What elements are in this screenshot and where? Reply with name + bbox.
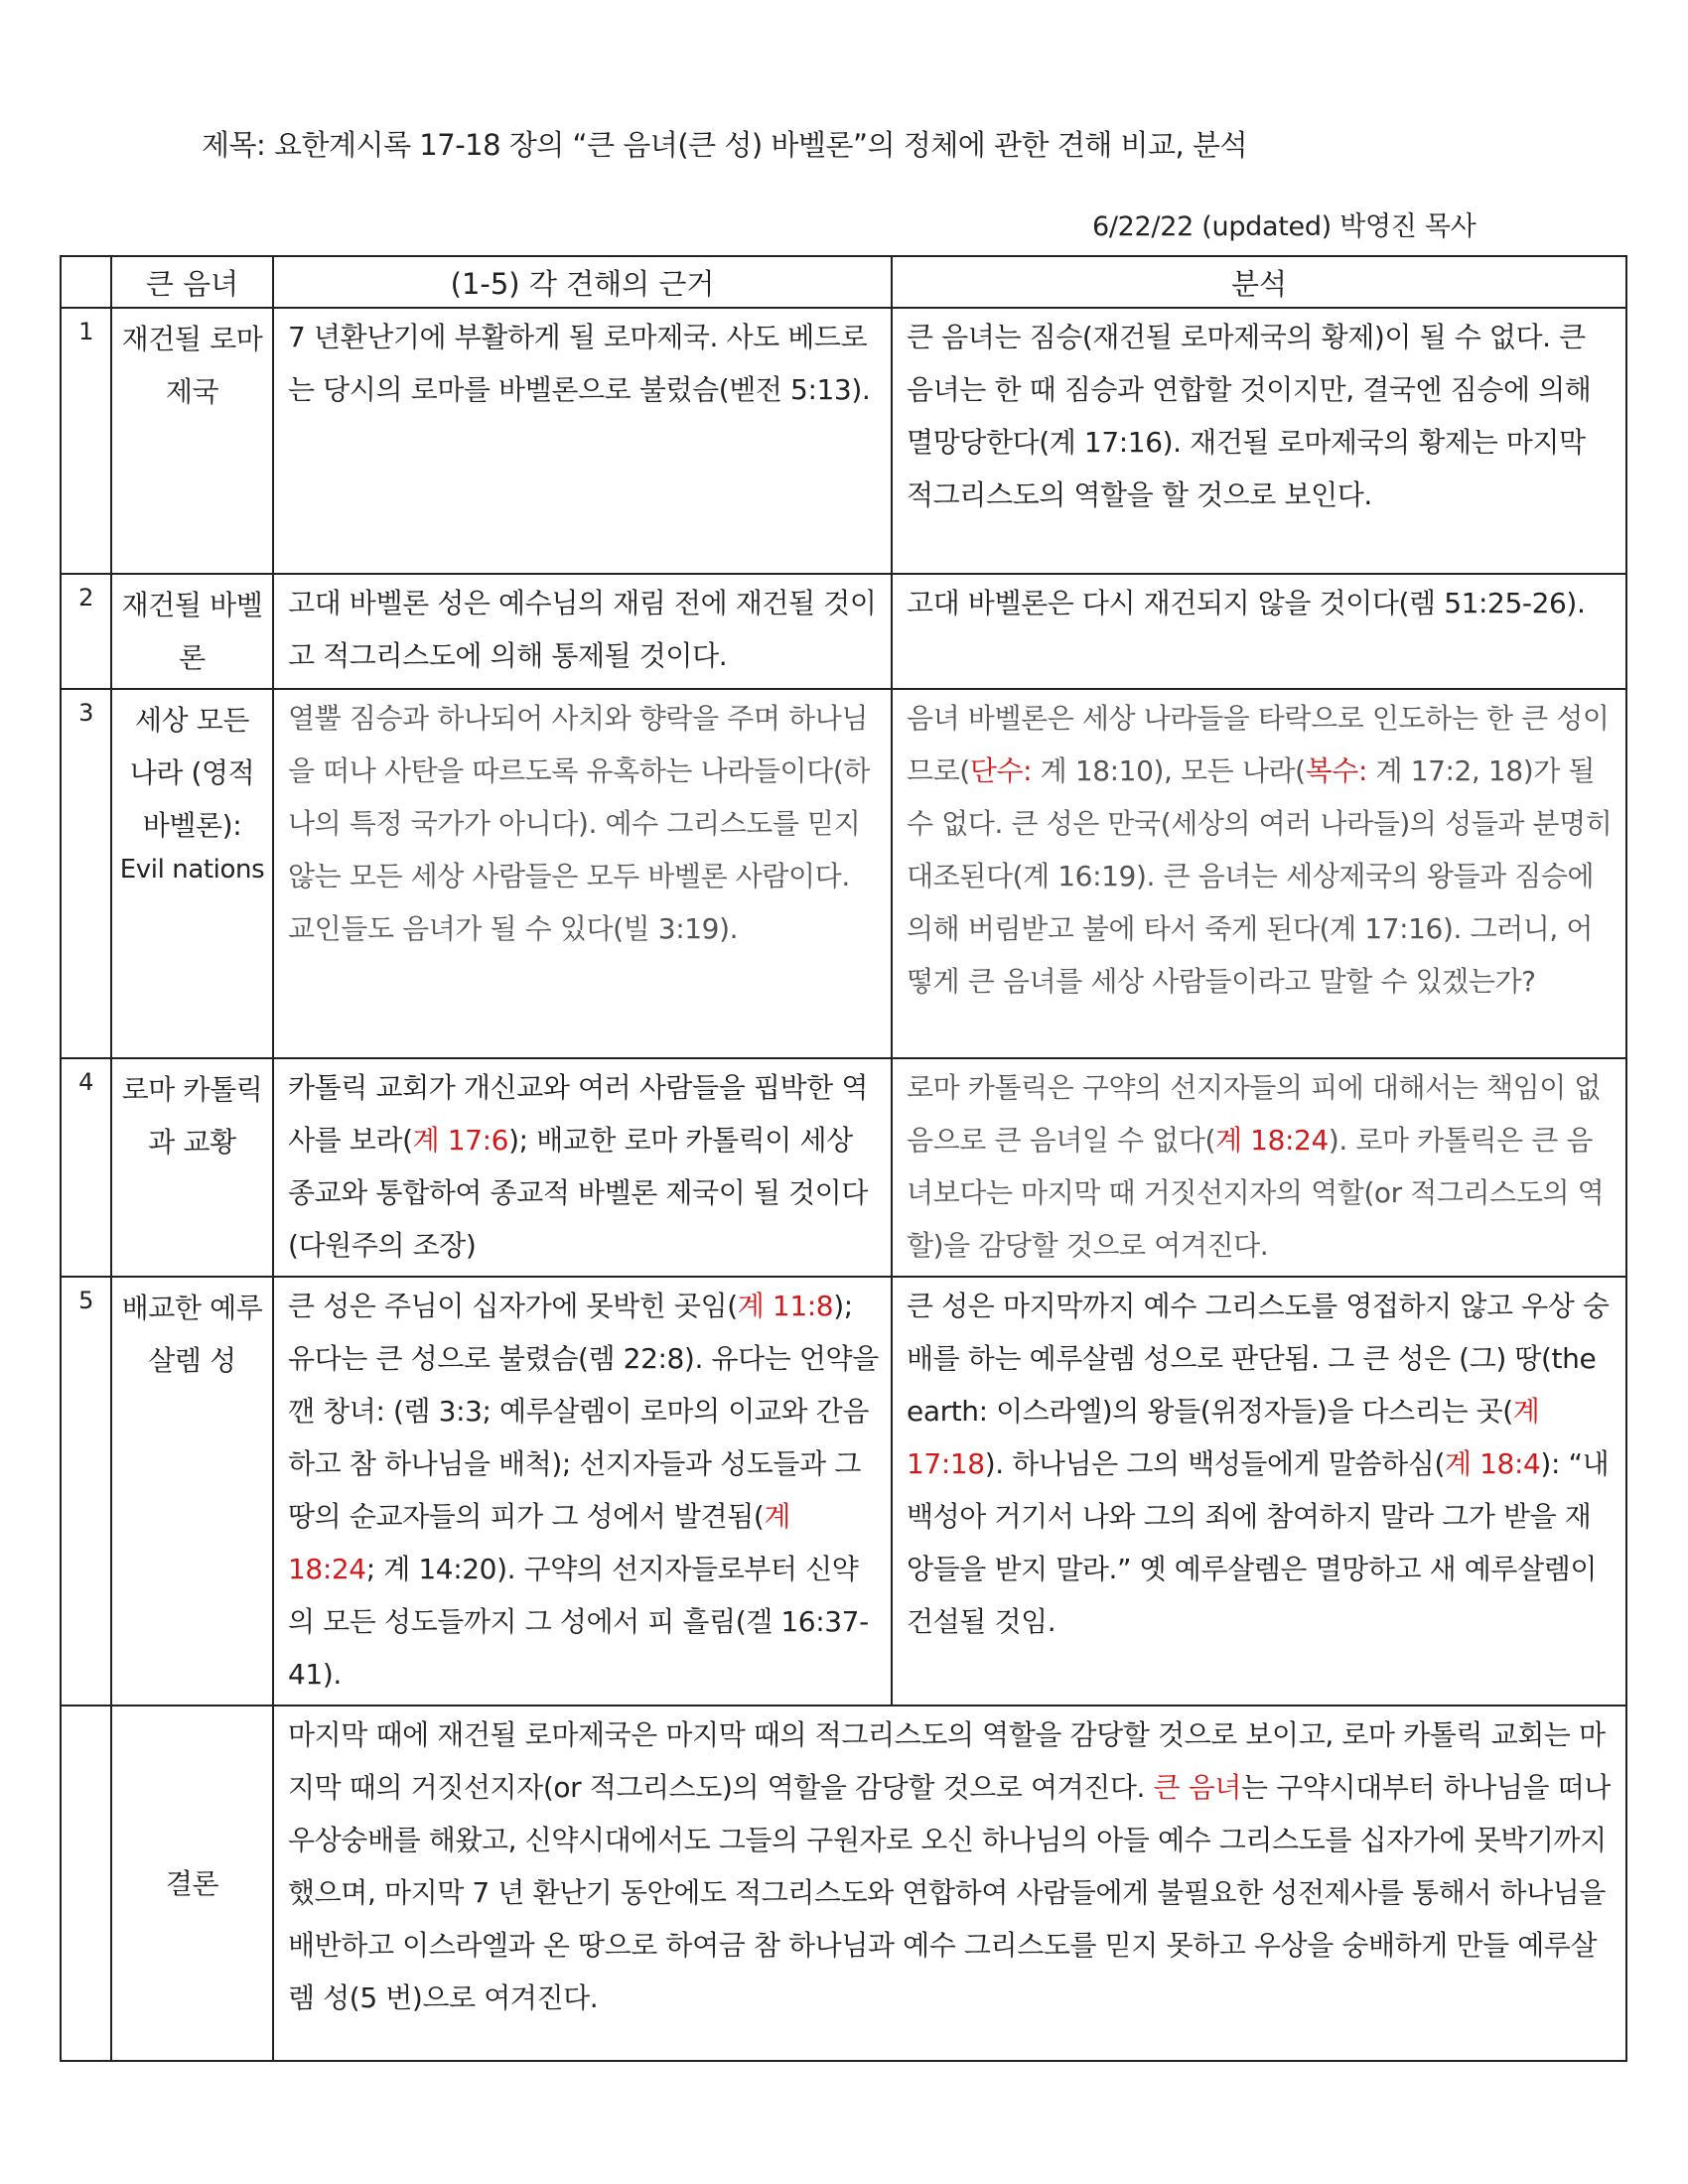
conclusion-text: 는 구약시대부터 하나님을 떠나 우상숭배를 해왔고, 신약시대에서도 그들의 구원자로 오신 하나님의 아들 예수 그리스도를 십자가에 못박기까지 했으며, 마지막 7 년 환난기 동안에도 적그리스도와 연합하여 사람들에게 불필요한 성전제사를 통해서 하나님을 배반하고 이스라엘과 온 땅으로 하여금 참 하나님과 예수 그리스도를 믿지 못하고 우상을 숭배하게 만들 예루살렘 성(5 번)으로 여겨진다. [288,1771,1611,2014]
basis-cell: 7 년환난기에 부활하게 될 로마제국. 사도 베드로는 당시의 로마를 바벨론으로 불렀슴(벧전 5:13). [273,308,892,574]
analysis-text: ). 로마 카톨릭은 큰 음녀보다는 마지막 때 거짓선지자의 역할(or 적그리스도의 역할)을 감당할 것으로 여겨진다. [907,1124,1605,1262]
analysis-cell: 고대 바벨론은 다시 재건되지 않을 것이다(렘 51:25-26). [892,574,1626,689]
view-label: 재건될 로마제국 [111,308,273,574]
basis-text: 큰 성은 주님이 십자가에 못박힌 곳임( [288,1290,738,1322]
analysis-ref: 계 18:4 [1444,1447,1541,1480]
basis-ref: 계 17:6 [412,1124,509,1157]
basis-cell [273,1058,892,1277]
date-author-line: 6/22/22 (updated) 박영진 목사 [1092,211,1477,242]
analysis-ref: 계 17:18 [907,1395,1540,1480]
row-number: 2 [61,574,111,689]
basis-ref: 계 11:8 [737,1290,834,1322]
conclusion-row [61,1706,1626,2061]
header-analysis: 분석 [892,256,1626,308]
analysis-text: 음녀 바벨론은 세상 나라들을 타락으로 인도하는 한 큰 성이므로( [907,702,1610,787]
view-label: 배교한 예루살렘 성 [111,1277,273,1706]
conclusion-highlight: 큰 음녀 [1153,1771,1241,1804]
row-number-empty [61,1706,111,2061]
analysis-cell [892,689,1626,1058]
header-great-harlot: 큰 음녀 [111,256,273,308]
analysis-text: 로마 카톨릭은 구약의 선지자들의 피에 대해서는 책임이 없음으로 큰 음녀일 수 없다( [907,1071,1602,1157]
row-number: 3 [61,689,111,1058]
view-label-en: Evil nations [119,855,265,885]
analysis-cell [892,1277,1626,1706]
table-row [61,1277,1626,1706]
view-label-ko: 세상 모든 나라 (영적 바벨론): [129,704,255,842]
header-basis: (1-5) 각 견해의 근거 [273,256,892,308]
analysis-ref: 단수: [969,754,1033,787]
table-row [61,308,1626,574]
analysis-text: 큰 성은 마지막까지 예수 그리스도를 영접하지 않고 우상 숭배를 하는 예루살렘 성으로 판단됨. 그 큰 성은 (그) 땅(the earth: 이스라엘)의 왕들(위정자들)을 다스리는 곳( [907,1290,1610,1428]
basis-cell [273,1277,892,1706]
header-number [61,256,111,308]
row-number: 1 [61,308,111,574]
table-row [61,689,1626,1058]
conclusion-label: 결론 [111,1706,273,2061]
table-row [61,1058,1626,1277]
analysis-ref: 복수: [1305,754,1367,787]
view-label: 재건될 바벨론 [111,574,273,689]
basis-text: 카톨릭 교회가 개신교와 여러 사람들을 핍박한 역사를 보라( [288,1071,868,1157]
analysis-cell [892,1058,1626,1277]
table-header-row [61,256,1626,308]
table-row [61,574,1626,689]
basis-ref: 계 18:24 [288,1500,791,1585]
analysis-cell: 큰 음녀는 짐승(재건될 로마제국의 황제)이 될 수 없다. 큰 음녀는 한 때 짐승과 연합할 것이지만, 결국엔 짐승에 의해 멸망당한다(계 17:16). 재건될 로마제국의 황제는 마지막 적그리스도의 역할을 할 것으로 보인다. [892,308,1626,574]
basis-text: ); 유다는 큰 성으로 불렸슴(렘 22:8). 유다는 언약을 깬 창녀: (렘 3:3; 예루살렘이 로마의 이교와 간음하고 참 하나님을 배척); 선지자들과 성도들과 그 땅의 순교자들의 피가 그 성에서 발견됨( [288,1290,879,1533]
analysis-text: ). 하나님은 그의 백성들에게 말씀하심( [984,1447,1445,1480]
analysis-text: 계 18:10), 모든 나라( [1032,754,1306,787]
basis-cell: 열뿔 짐승과 하나되어 사치와 향락을 주며 하나님을 떠나 사탄을 따르도록 유혹하는 나라들이다(하나의 특정 국가가 아니다). 예수 그리스도를 믿지 않는 모든 세상 사람들은 모두 바벨론 사람이다. 교인들도 음녀가 될 수 있다(빌 3:19). [273,689,892,1058]
view-label [111,689,273,1058]
row-number: 5 [61,1277,111,1706]
row-number: 4 [61,1058,111,1277]
basis-text: ; 계 14:20). 구약의 선지자들로부터 신약의 모든 성도들까지 그 성에서 피 흘림(겔 16:37-41). [288,1553,869,1691]
conclusion-cell [273,1706,1626,2061]
comparison-table [60,255,1627,2062]
view-label: 로마 카톨릭과 교황 [111,1058,273,1277]
analysis-text: ): “내 백성아 거기서 나와 그의 죄에 참여하지 말라 그가 받을 재앙들을 받지 말라.” 옛 예루살렘은 멸망하고 새 예루살렘이 건설될 것임. [907,1447,1610,1638]
basis-cell: 고대 바벨론 성은 예수님의 재림 전에 재건될 것이고 적그리스도에 의해 통제될 것이다. [273,574,892,689]
analysis-ref: 계 18:24 [1215,1124,1329,1157]
basis-text: ); 배교한 로마 카톨릭이 세상 종교와 통합하여 종교적 바벨론 제국이 될 것이다(다원주의 조장) [288,1124,868,1262]
document-title: 제목: 요한계시록 17-18 장의 “큰 음녀(큰 성) 바벨론”의 정체에 관한 견해 비교, 분석 [202,128,1247,162]
analysis-text: 계 17:2, 18)가 될 수 없다. 큰 성은 만국(세상의 여러 나라들)의 성들과 분명히 대조된다(계 16:19). 큰 음녀는 세상제국의 왕들과 짐승에 의해 버림받고 불에 타서 죽게 된다(계 17:16). 그러니, 어떻게 큰 음녀를 세상 사람들이라고 말할 수 있겠는가? [907,754,1613,998]
conclusion-text: 마지막 때에 재건될 로마제국은 마지막 때의 적그리스도의 역할을 감당할 것으로 보이고, 로마 카톨릭 교회는 마지막 때의 거짓선지자(or 적그리스도)의 역할을 감당할 것으로 여겨진다. [288,1718,1606,1804]
